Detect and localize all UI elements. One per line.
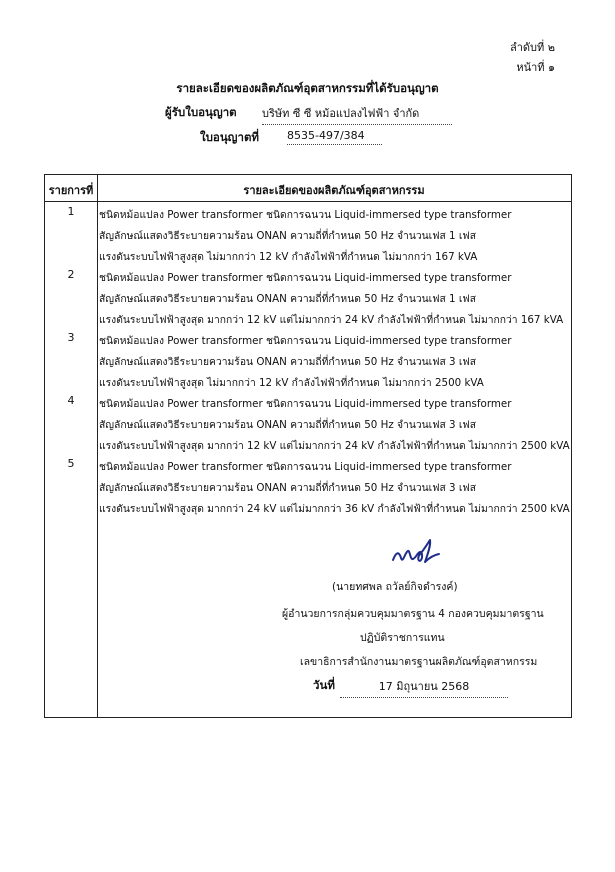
row-detail xyxy=(99,268,563,331)
row-number: 3 xyxy=(67,331,75,344)
signatory-name: (นายทศพล ถวัลย์กิจดำรงค์) xyxy=(332,581,458,593)
acting-on-behalf: ปฏิบัติราชการแทน xyxy=(360,632,445,644)
detail-line: สัญลักษณ์แสดงวิธีระบายความร้อน ONAN ความถี่ที่กำหนด 50 Hz จำนวนเฟส 1 เฟส xyxy=(99,230,476,242)
detail-line: ชนิดหม้อแปลง Power transformer ชนิดการฉนวน Liquid-immersed type transformer xyxy=(99,209,512,221)
detail-line: ชนิดหม้อแปลง Power transformer ชนิดการฉนวน Liquid-immersed type transformer xyxy=(99,398,512,410)
table-row xyxy=(45,265,571,328)
row-number: 5 xyxy=(67,457,75,470)
detail-line: สัญลักษณ์แสดงวิธีระบายความร้อน ONAN ความถี่ที่กำหนด 50 Hz จำนวนเฟส 3 เฟส xyxy=(99,419,476,431)
page-number: หน้าที่ ๑ xyxy=(516,61,555,74)
detail-line: สัญลักษณ์แสดงวิธีระบายความร้อน ONAN ความถี่ที่กำหนด 50 Hz จำนวนเฟส 1 เฟส xyxy=(99,293,476,305)
detail-line: ชนิดหม้อแปลง Power transformer ชนิดการฉนวน Liquid-immersed type transformer xyxy=(99,335,512,347)
sequence-number: ลำดับที่ ๒ xyxy=(509,41,555,54)
issue-date: 17 มิถุนายน 2568 xyxy=(340,677,508,698)
detail-line: ชนิดหม้อแปลง Power transformer ชนิดการฉนวน Liquid-immersed type transformer xyxy=(99,461,512,473)
header-item-number: รายการที่ xyxy=(48,184,94,197)
detail-line: ชนิดหม้อแปลง Power transformer ชนิดการฉนวน Liquid-immersed type transformer xyxy=(99,272,512,284)
licensee-label: ผู้รับใบอนุญาต xyxy=(165,105,237,119)
detail-line: แรงดันระบบไฟฟ้าสูงสุด มากกว่า 12 kV แต่ไม่มากกว่า 24 kV กำลังไฟฟ้าที่กำหนด ไม่มากกว่า 167 kVA xyxy=(99,314,564,326)
signatory-office: เลขาธิการสำนักงานมาตรฐานผลิตภัณฑ์อุตสาหกรรม xyxy=(300,656,538,668)
row-number: 4 xyxy=(67,394,75,407)
row-detail xyxy=(99,205,511,268)
table-row xyxy=(45,202,571,265)
table-row xyxy=(45,391,571,454)
date-label: วันที่ xyxy=(313,678,335,692)
detail-line: แรงดันระบบไฟฟ้าสูงสุด ไม่มากกว่า 12 kV กำลังไฟฟ้าที่กำหนด ไม่มากกว่า 167 kVA xyxy=(99,251,478,263)
document-title: รายละเอียดของผลิตภัณฑ์อุตสาหกรรมที่ได้รับอนุญาต xyxy=(176,81,439,95)
row-number: 1 xyxy=(67,205,75,218)
table-row xyxy=(45,454,571,517)
row-number: 2 xyxy=(67,268,75,281)
licensee-value: บริษัท ซี ซี หม้อแปลงไฟฟ้า จำกัด xyxy=(262,104,452,125)
table-row xyxy=(45,328,571,391)
license-label: ใบอนุญาตที่ xyxy=(200,130,259,144)
detail-line: สัญลักษณ์แสดงวิธีระบายความร้อน ONAN ความถี่ที่กำหนด 50 Hz จำนวนเฟส 3 เฟส xyxy=(99,356,476,368)
handwritten-signature xyxy=(390,538,442,568)
header-product-detail: รายละเอียดของผลิตภัณฑ์อุตสาหกรรม xyxy=(243,184,425,197)
detail-line: แรงดันระบบไฟฟ้าสูงสุด มากกว่า 24 kV แต่ไม่มากกว่า 36 kV กำลังไฟฟ้าที่กำหนด ไม่มากกว่า 2500 kVA xyxy=(99,503,570,515)
detail-line: สัญลักษณ์แสดงวิธีระบายความร้อน ONAN ความถี่ที่กำหนด 50 Hz จำนวนเฟส 3 เฟส xyxy=(99,482,476,494)
row-detail xyxy=(99,394,570,457)
detail-line: แรงดันระบบไฟฟ้าสูงสุด มากกว่า 12 kV แต่ไม่มากกว่า 24 kV กำลังไฟฟ้าที่กำหนด ไม่มากกว่า 2500 kVA xyxy=(99,440,570,452)
row-detail xyxy=(99,457,570,520)
detail-line: แรงดันระบบไฟฟ้าสูงสุด ไม่มากกว่า 12 kV กำลังไฟฟ้าที่กำหนด ไม่มากกว่า 2500 kVA xyxy=(99,377,484,389)
product-detail-table xyxy=(44,174,572,718)
row-detail xyxy=(99,331,511,394)
license-value: 8535-497/384 xyxy=(287,129,382,145)
signatory-position: ผู้อำนวยการกลุ่มควบคุมมาตรฐาน 4 กองควบคุมมาตรฐาน xyxy=(282,608,544,620)
